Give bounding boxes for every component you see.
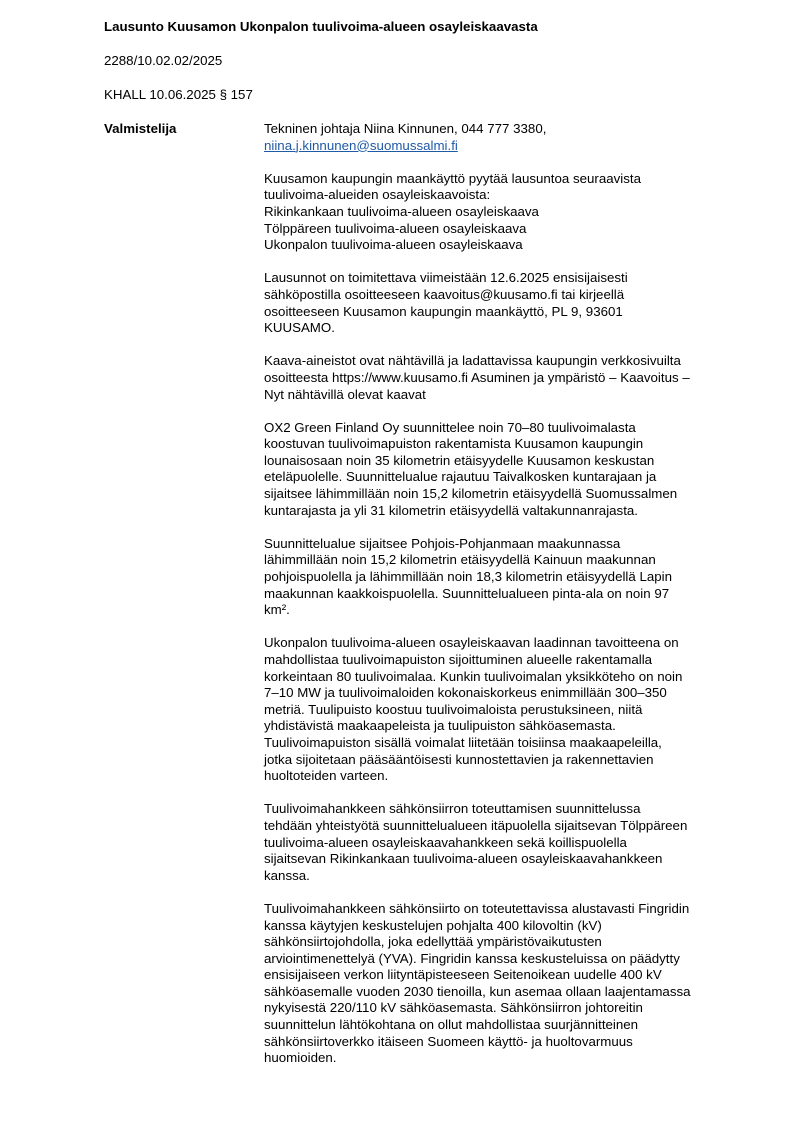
preparer-label: Valmistelija [104, 121, 177, 136]
paragraph [264, 536, 740, 619]
paragraph-line: sijaitsevan Rikinkankaan tuulivoima-alueen osayleiskaavahankkeen [264, 851, 663, 867]
paragraph-line: nykyisestä 220/110 kV sähköasemasta. Sähkönsiirron johtoreitin [264, 1000, 643, 1016]
paragraph-line: Kaava-aineistot ovat nähtävillä ja ladattavissa kaupungin verkkosivuilta [264, 353, 681, 369]
paragraph [264, 171, 740, 254]
document-title: Lausunto Kuusamon Ukonpalon tuulivoima-alueen osayleiskaavasta [104, 19, 538, 34]
paragraph-line: Tölppäreen tuulivoima-alueen osayleiskaava [264, 220, 527, 236]
paragraph [264, 635, 740, 784]
paragraph-line: sijaitsee lähimmillään noin 15,2 kilometrin etäisyydellä Suomussalmen [264, 486, 678, 502]
paragraph-line: kuntarajasta ja yli 31 kilometrin etäisyydellä valtakunnanrajasta. [264, 502, 638, 518]
paragraph-line: tuulivoima-alueiden osayleiskaavoista: [264, 187, 491, 203]
paragraph-line: jotka sijoitetaan pääsääntöisesti kunnostettavien ja rakennettavien [264, 751, 654, 767]
paragraph-line: sähkönsiirtoverkko itäiseen Suomeen käyttö- ja huoltovarmuus [264, 1033, 633, 1049]
preparer-line: Tekninen johtaja Niina Kinnunen, 044 777 3380, [264, 121, 547, 136]
paragraph-line: Nyt nähtävillä olevat kaavat [264, 386, 426, 402]
preparer-info [264, 121, 740, 154]
paragraphs [264, 171, 740, 1067]
paragraph-line: tuulivoima-alueen osayleiskaavahankkeen sekä koillispuolella [264, 834, 627, 850]
paragraph-line: osoitteesta https://www.kuusamo.fi Asuminen ja ympäristö – Kaavoitus – [264, 369, 690, 385]
preparer-email-link[interactable]: niina.j.kinnunen@suomussalmi.fi [264, 137, 458, 153]
paragraph-line: Lausunnot on toimitettava viimeistään 12.6.2025 ensisijaisesti [264, 270, 628, 286]
paragraph-line: ensisijaiseen verkon liityntäpisteeseen Seitenoikean uudelle 400 kV [264, 967, 662, 983]
paragraph-line: sähköpostilla osoitteeseen kaavoitus@kuusamo.fi tai kirjeellä [264, 286, 625, 302]
paragraph-line: Ukonpalon tuulivoima-alueen osayleiskaava [264, 237, 523, 253]
paragraph-line: kanssa käytyjen keskustelujen pohjalta 400 kilovoltin (kV) [264, 917, 602, 933]
paragraph-line: sähkönsiirtojohdolla, joka edellyttää ympäristövaikutusten [264, 934, 602, 950]
paragraph-line: suunnittelun lähtökohtana on ollut mahdollistaa suurjännitteinen [264, 1017, 639, 1033]
paragraph-line: km². [264, 602, 290, 618]
paragraph-line: huomioiden. [264, 1050, 337, 1066]
paragraph-line: Tuulivoimahankkeen sähkönsiirto on toteutettavissa alustavasti Fingridin [264, 900, 690, 916]
paragraph-line: OX2 Green Finland Oy suunnittelee noin 70–80 tuulivoimalasta [264, 419, 636, 435]
document-body [264, 121, 740, 1083]
paragraph-line: Kuusamon kaupungin maankäyttö pyytää lausuntoa seuraavista [264, 170, 641, 186]
paragraph-line: pohjoispuolella ja lähimmillään noin 18,3 kilometrin etäisyydellä Lapin [264, 569, 673, 585]
paragraph-line: eteläpuolelle. Suunnittelualue rajautuu Taivalkosken kuntarajaan ja [264, 469, 657, 485]
paragraph-line: osoitteeseen Kuusamon kaupungin maankäyttö, PL 9, 93601 [264, 303, 623, 319]
meeting-reference: KHALL 10.06.2025 § 157 [104, 87, 253, 102]
paragraph-line: tehdään yhteistyötä suunnittelualueen itäpuolella sijaitsevan Tölppäreen [264, 817, 688, 833]
paragraph-line: arviointimenettelyä (YVA). Fingridin kanssa keskusteluissa on päädytty [264, 950, 680, 966]
paragraph-line: 7–10 MW ja tuulivoimaloiden kokonaiskorkeus enimmillään 300–350 [264, 685, 667, 701]
paragraph-line: korkeintaan 80 tuulivoimalaa. Kunkin tuulivoimalan yksikköteho on noin [264, 668, 683, 684]
paragraph-line: Rikinkankaan tuulivoima-alueen osayleiskaava [264, 203, 539, 219]
paragraph-line: sähköasemalle vuoden 2030 tienoilla, kun asemaa ollaan laajentamassa [264, 983, 691, 999]
paragraph-line: mahdollistaa tuulivoimapuiston sijoittuminen alueelle rakentamalla [264, 652, 653, 667]
paragraph [264, 901, 740, 1067]
paragraph [264, 270, 740, 336]
paragraph-line: Ukonpalon tuulivoima-alueen osayleiskaavan laadinnan tavoitteena on [264, 635, 679, 651]
paragraph [264, 420, 740, 520]
paragraph [264, 801, 740, 884]
paragraph-line: kanssa. [264, 867, 310, 883]
paragraph-line: Suunnittelualue sijaitsee Pohjois-Pohjanmaan maakunnassa [264, 535, 621, 551]
paragraph-line: maakunnan kaakkoispuolella. Suunnittelualueen pinta-ala on noin 97 [264, 585, 670, 601]
paragraph-line: Tuulivoimapuiston sisällä voimalat liitetään toisiinsa maakaapeleilla, [264, 734, 662, 750]
paragraph-line: yhdistävistä maakaapeleista ja tuulipuiston sähköasemasta. [264, 718, 616, 734]
paragraph-line: lounaisosaan noin 35 kilometrin etäisyydelle Kuusamon keskustan [264, 452, 655, 468]
paragraph-line: KUUSAMO. [264, 320, 335, 336]
paragraph-line: metriä. Tuulipuisto koostuu tuulivoimaloista perustuksineen, niitä [264, 701, 643, 717]
paragraph-line: huoltoteiden varteen. [264, 768, 389, 784]
paragraph [264, 353, 740, 403]
reference-number: 2288/10.02.02/2025 [104, 53, 223, 68]
paragraph-line: koostuvan tuulivoimapuiston rakentamista Kuusamon kaupungin [264, 436, 644, 452]
paragraph-line: lähimmillään noin 15,2 kilometrin etäisyydellä Kainuun maakunnan [264, 552, 656, 568]
paragraph-line: Tuulivoimahankkeen sähkönsiirron toteuttamisen suunnittelussa [264, 801, 641, 817]
